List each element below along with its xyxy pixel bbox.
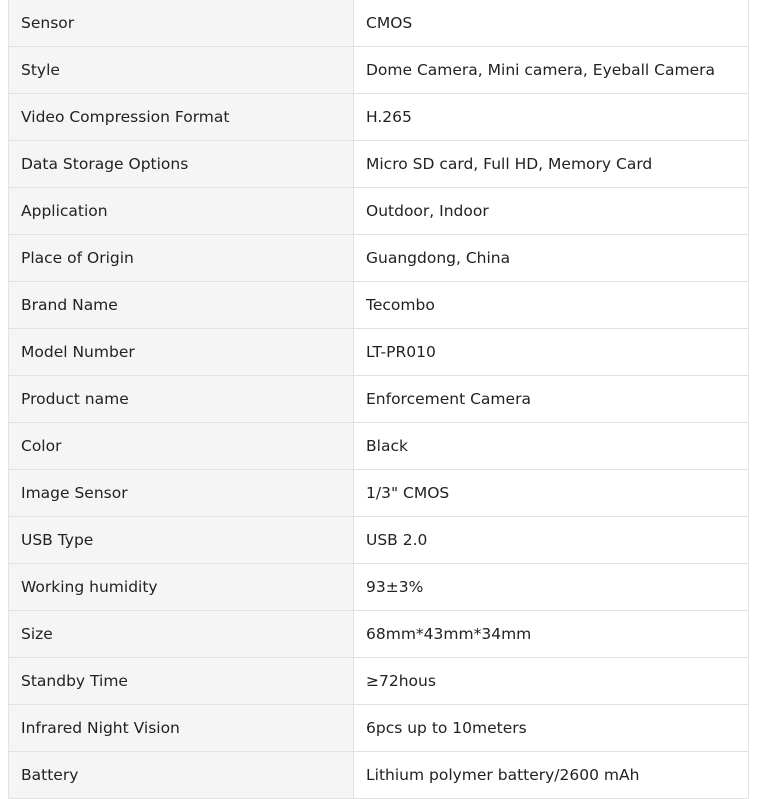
spec-value: Lithium polymer battery/2600 mAh (354, 752, 749, 799)
spec-label: Data Storage Options (9, 141, 354, 188)
spec-value: Enforcement Camera (354, 376, 749, 423)
spec-label: Video Compression Format (9, 94, 354, 141)
table-row (9, 282, 749, 329)
spec-table-body (9, 0, 749, 799)
spec-value: CMOS (354, 0, 749, 47)
spec-value: 93±3% (354, 564, 749, 611)
table-row (9, 188, 749, 235)
table-row (9, 329, 749, 376)
spec-value: ≥72hous (354, 658, 749, 705)
table-row (9, 376, 749, 423)
spec-value: 1/3" CMOS (354, 470, 749, 517)
table-row (9, 564, 749, 611)
spec-value: Outdoor, Indoor (354, 188, 749, 235)
spec-label: Sensor (9, 0, 354, 47)
spec-label: Standby Time (9, 658, 354, 705)
spec-label: USB Type (9, 517, 354, 564)
table-row (9, 611, 749, 658)
table-row (9, 47, 749, 94)
spec-value: Tecombo (354, 282, 749, 329)
spec-value: 6pcs up to 10meters (354, 705, 749, 752)
spec-value: LT-PR010 (354, 329, 749, 376)
table-row (9, 658, 749, 705)
spec-label: Application (9, 188, 354, 235)
spec-value: Dome Camera, Mini camera, Eyeball Camera (354, 47, 749, 94)
spec-value: Black (354, 423, 749, 470)
spec-label: Product name (9, 376, 354, 423)
spec-label: Model Number (9, 329, 354, 376)
spec-label: Color (9, 423, 354, 470)
spec-value: Micro SD card, Full HD, Memory Card (354, 141, 749, 188)
spec-label: Image Sensor (9, 470, 354, 517)
spec-label: Style (9, 47, 354, 94)
spec-label: Size (9, 611, 354, 658)
table-row (9, 517, 749, 564)
table-row (9, 141, 749, 188)
spec-label: Brand Name (9, 282, 354, 329)
table-row (9, 235, 749, 282)
spec-value: H.265 (354, 94, 749, 141)
spec-value: USB 2.0 (354, 517, 749, 564)
spec-label: Place of Origin (9, 235, 354, 282)
table-row (9, 470, 749, 517)
table-row (9, 752, 749, 799)
spec-table (8, 0, 749, 799)
spec-value: 68mm*43mm*34mm (354, 611, 749, 658)
spec-value: Guangdong, China (354, 235, 749, 282)
table-row (9, 423, 749, 470)
spec-label: Battery (9, 752, 354, 799)
table-row (9, 94, 749, 141)
spec-label: Working humidity (9, 564, 354, 611)
spec-label: Infrared Night Vision (9, 705, 354, 752)
table-row (9, 705, 749, 752)
table-row (9, 0, 749, 47)
